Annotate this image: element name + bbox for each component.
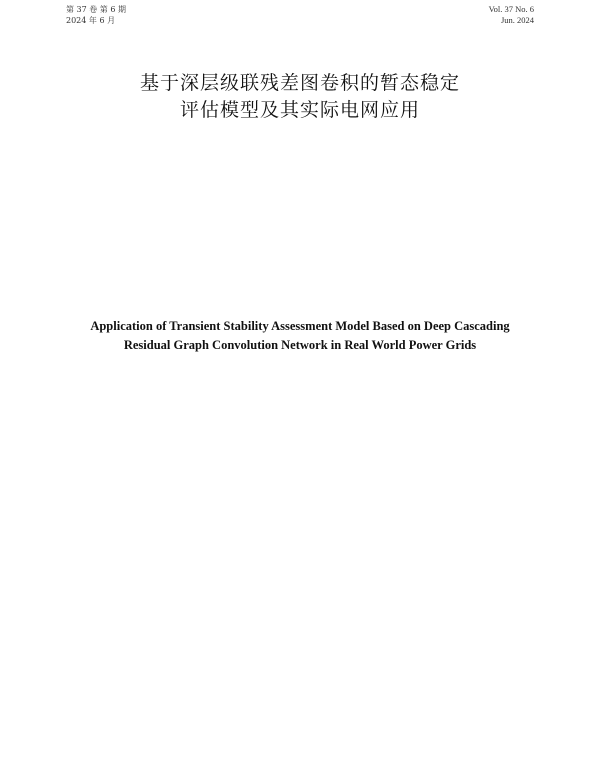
paper-title-english — [0, 317, 600, 355]
paper-title-chinese — [0, 70, 600, 124]
journal-issue-cn — [66, 4, 126, 26]
date-en: Jun. 2024 — [500, 15, 534, 25]
date-cn: 2024 年 6 月 — [66, 16, 116, 25]
title-cn-line-2: 评估模型及其实际电网应用 — [179, 99, 420, 121]
title-en-line-2: Residual Graph Convolution Network in Real World Power Grids — [123, 338, 477, 352]
title-en-line-1: Application of Transient Stability Assessment Model Based on Deep Cascading — [90, 319, 510, 333]
volume-issue-en: Vol. 37 No. 6 — [488, 4, 534, 14]
journal-issue-en — [489, 4, 534, 26]
volume-issue-cn: 第 37 卷 第 6 期 — [66, 5, 126, 14]
title-cn-line-1: 基于深层级联残差图卷积的暂态稳定 — [139, 72, 460, 94]
